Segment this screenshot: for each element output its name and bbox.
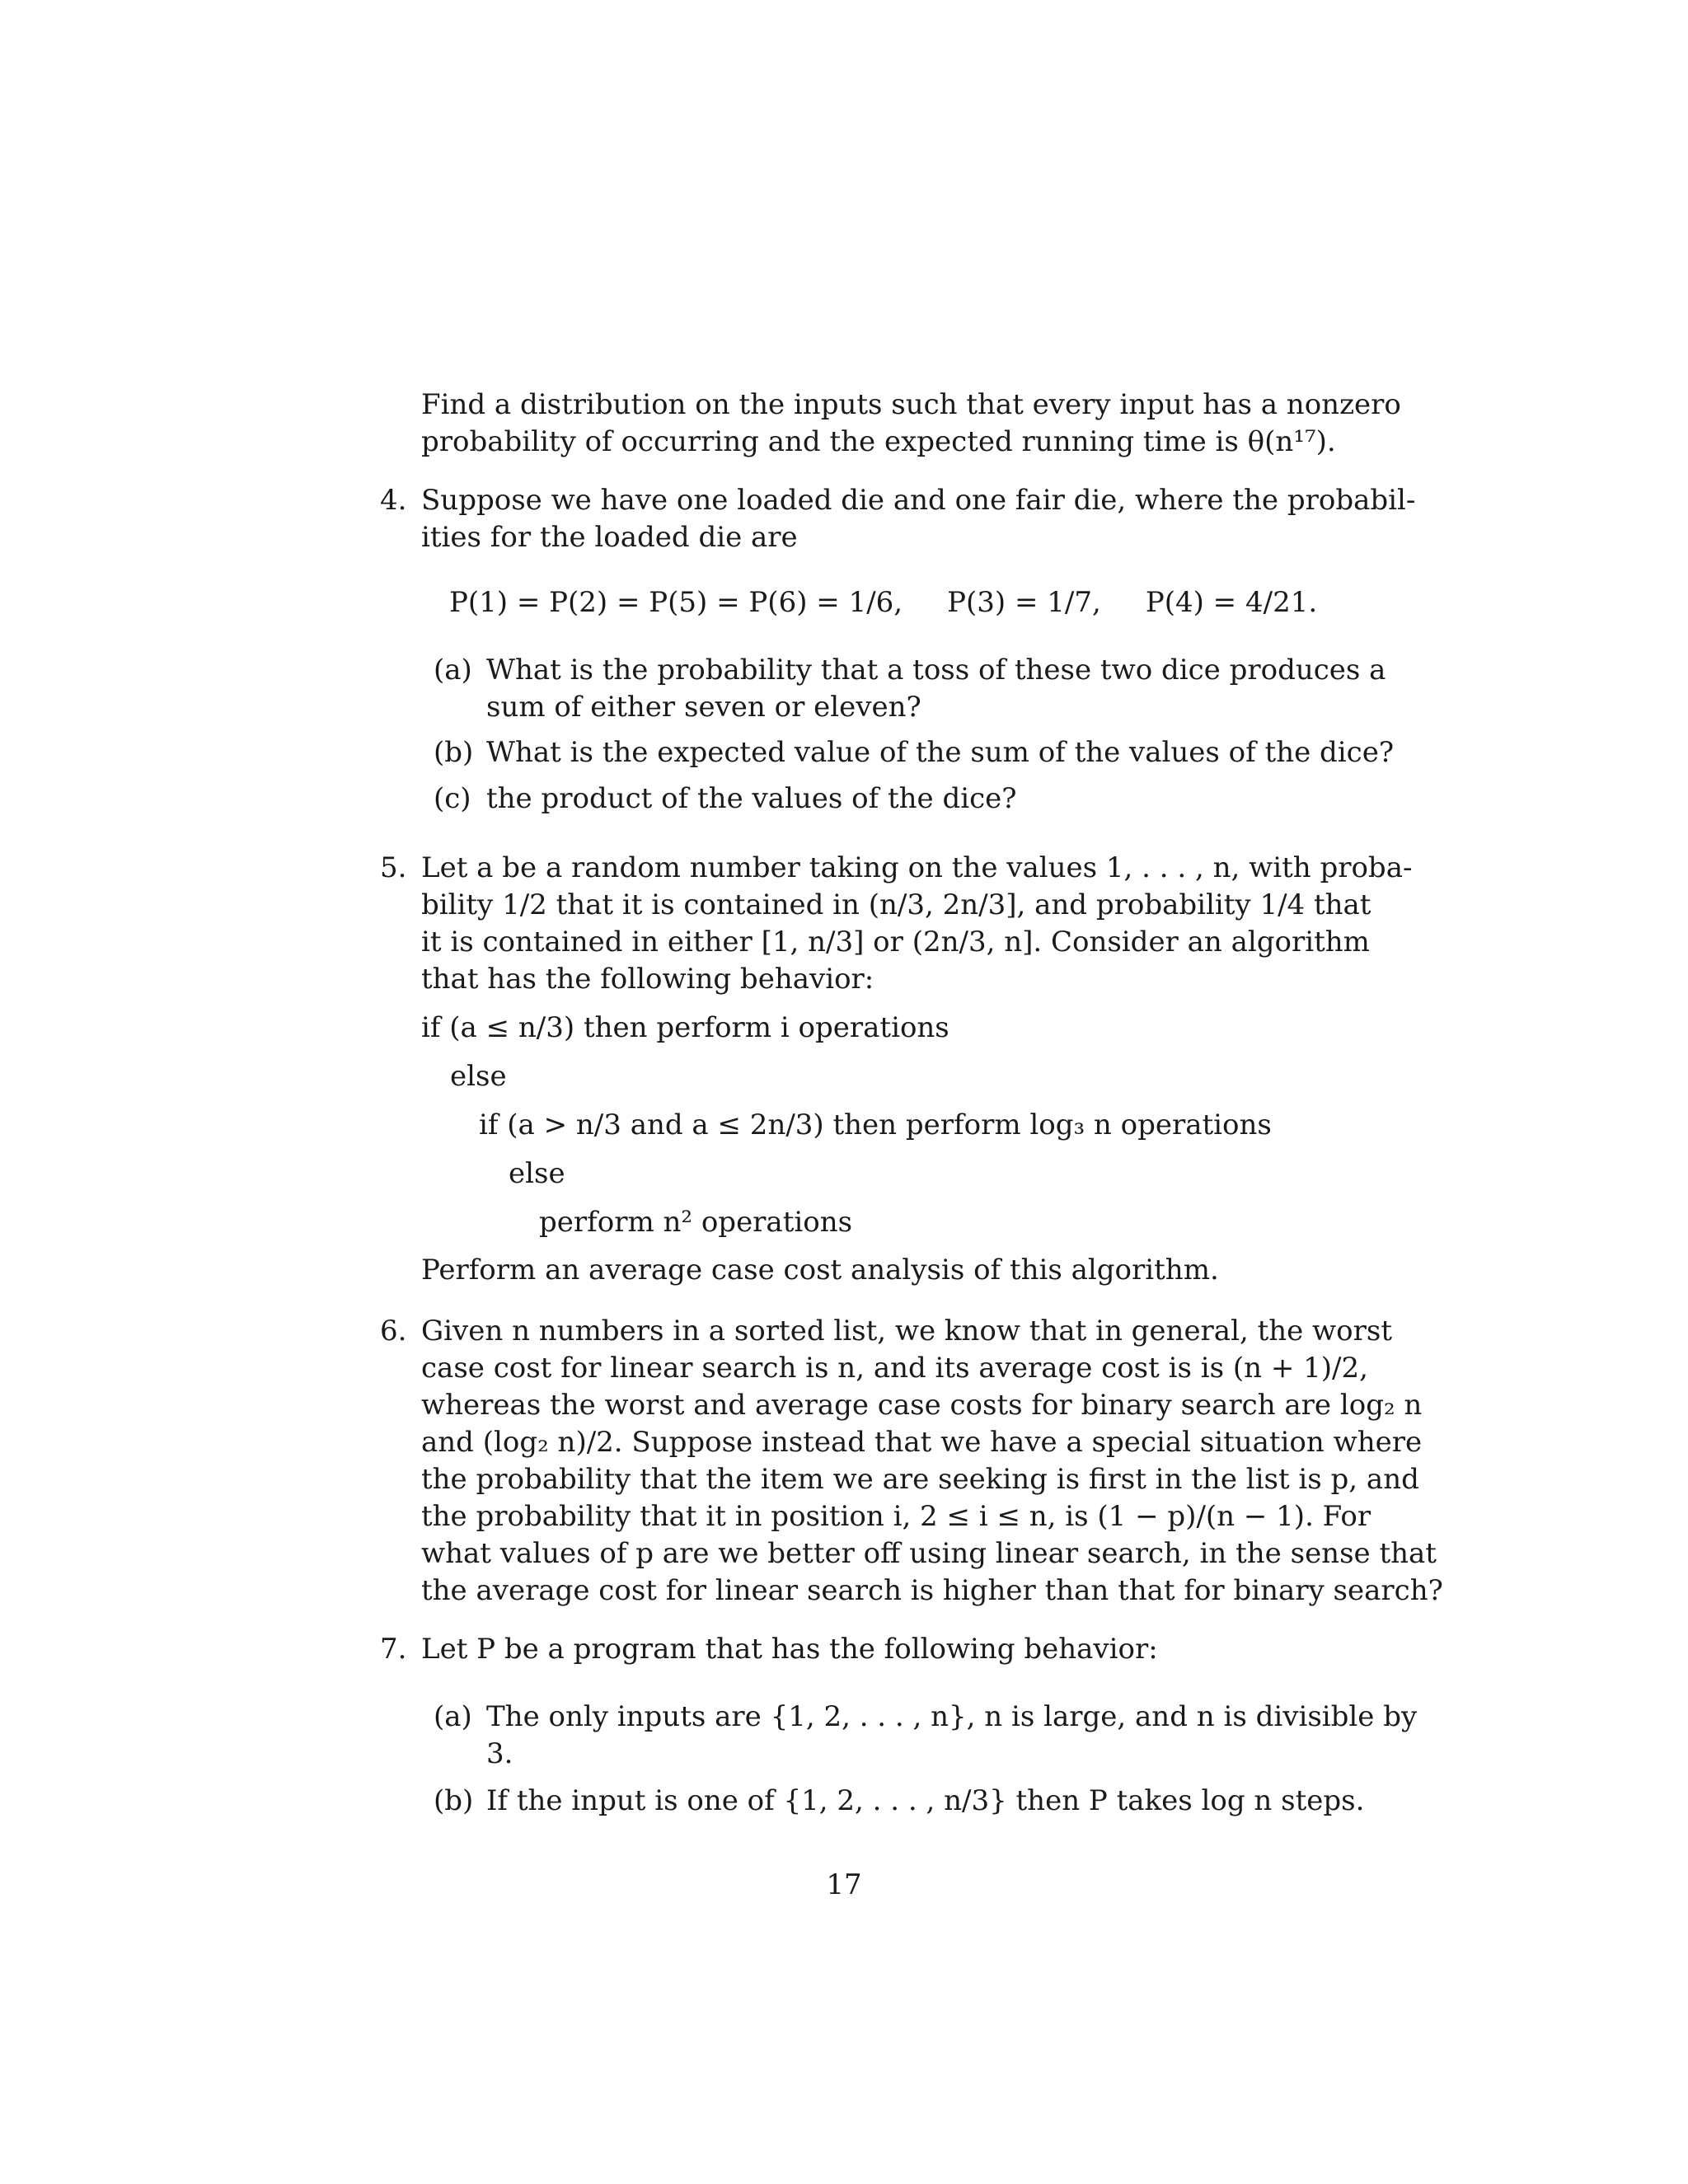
problem-7b-line-1: If the input is one of {1, 2, . . . , n/3} then P takes log n steps. [486,1784,1365,1817]
problem-4b-line-1: What is the expected value of the sum of the values of the dice? [486,736,1395,769]
problem-6-line-5: the probability that the item we are seeking is first in the list is p, and [421,1463,1419,1496]
problem-7b-label: (b) [434,1784,474,1817]
problem-4c-line-1: the product of the values of the dice? [486,782,1017,815]
problem-4a-line-2: sum of either seven or eleven? [486,691,921,724]
problem-5-code-1: if (a ≤ n/3) then perform i operations [421,1011,950,1044]
problem-7-number: 7. [380,1633,407,1666]
problem-5-closing: Perform an average case cost analysis of this algorithm. [421,1254,1219,1286]
problem-6-line-8: the average cost for linear search is higher than that for binary search? [421,1574,1443,1607]
problem-6-line-2: case cost for linear search is n, and its average cost is is (n + 1)/2, [421,1352,1368,1385]
problem-4a-label: (a) [434,654,472,687]
problem-5-line-1: Let a be a random number taking on the values 1, . . . , n, with proba- [421,851,1413,884]
problem-7-line-1: Let P be a program that has the following behavior: [421,1633,1158,1666]
problem-5-line-2: bility 1/2 that it is contained in (n/3, 2n/3], and probability 1/4 that [421,888,1372,921]
problem-4b-label: (b) [434,736,474,769]
problem-4-line-1: Suppose we have one loaded die and one fair die, where the probabil- [421,484,1416,517]
problem-6-line-4: and (log₂ n)/2. Suppose instead that we have a special situation where [421,1426,1423,1459]
intro-line-2: probability of occurring and the expected running time is θ(n¹⁷). [421,425,1336,458]
problem-4-number: 4. [380,484,407,517]
problem-6-number: 6. [380,1315,407,1347]
problem-7a-label: (a) [434,1700,472,1733]
intro-line-1 [421,386,1401,424]
problem-5-line-3: it is contained in either [1, n/3] or (2n/3, n]. Consider an algorithm [421,926,1370,958]
problem-5-code-4: else [509,1157,565,1190]
intro-text-1: Find a distribution on the inputs such that every input has a nonzero [421,388,1401,421]
problem-7a-line-1: The only inputs are {1, 2, . . . , n}, n is large, and n is divisible by [486,1700,1418,1733]
problem-6-line-6: the probability that it in position i, 2 ≤ i ≤ n, is (1 − p)/(n − 1). For [421,1500,1372,1533]
problem-5-code-3: if (a > n/3 and a ≤ 2n/3) then perform log₃ n operations [479,1108,1272,1141]
problem-4c-label: (c) [434,782,471,815]
problem-6-line-1: Given n numbers in a sorted list, we know that in general, the worst [421,1315,1392,1347]
problem-6-line-3: whereas the worst and average case costs for binary search are log₂ n [421,1389,1423,1422]
problem-5-line-4: that has the following behavior: [421,963,874,996]
problem-4-equation: P(1) = P(2) = P(5) = P(6) = 1/6, P(3) = 1/7, P(4) = 4/21. [449,586,1318,619]
problem-4-line-2: ities for the loaded die are [421,521,798,554]
problem-5-number: 5. [380,851,407,884]
problem-4a-line-1: What is the probability that a toss of these two dice produces a [486,654,1386,687]
problem-5-code-5: perform n² operations [539,1206,853,1239]
problem-7a-line-2: 3. [486,1737,513,1770]
page-number: 17 [826,1868,862,1901]
problem-6-line-7: what values of p are we better off using linear search, in the sense that [421,1537,1437,1570]
problem-5-code-2: else [450,1060,507,1093]
